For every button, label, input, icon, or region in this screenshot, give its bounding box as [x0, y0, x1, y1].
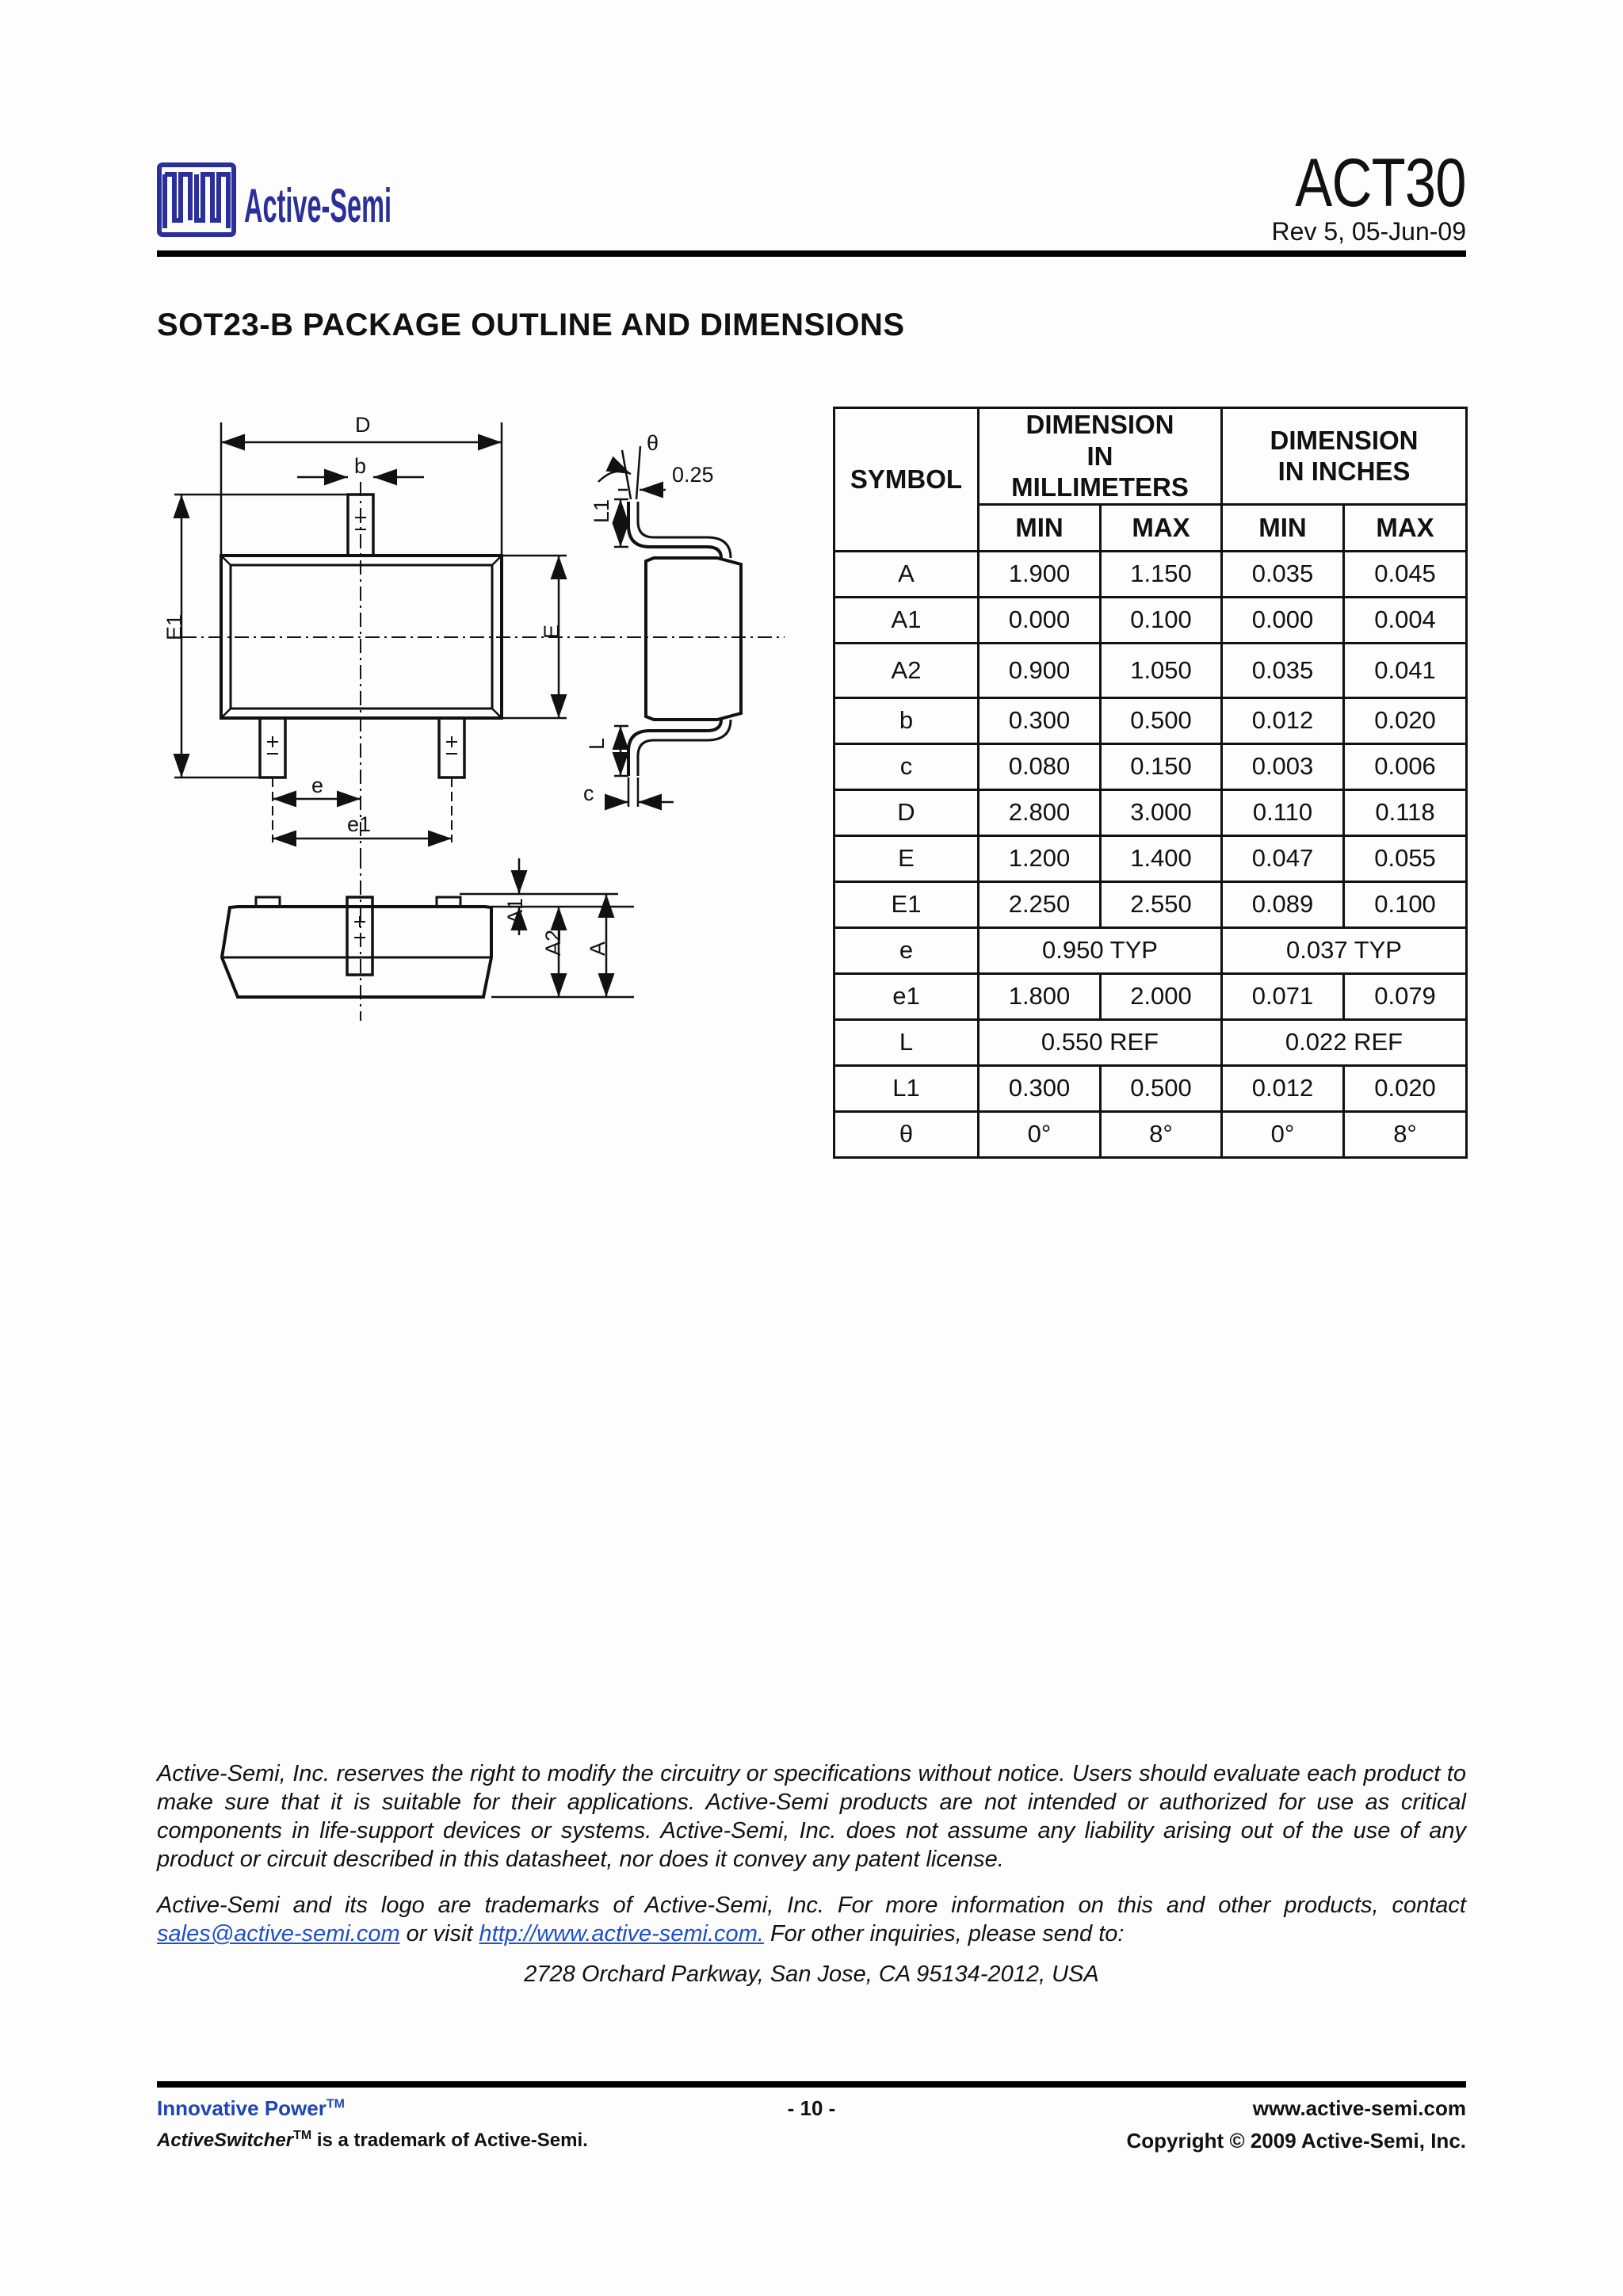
- side-body: [646, 558, 741, 720]
- label-theta: θ: [647, 431, 659, 455]
- cell-symbol: D: [834, 789, 979, 835]
- cell-symbol: e1: [834, 973, 979, 1019]
- cell-in-max: 0.004: [1344, 597, 1467, 643]
- contact-paragraph: [157, 1891, 1466, 1948]
- contact-text: Active-Semi and its logo are trademarks of Active-Semi, Inc. For more information on this and other products, contact: [157, 1893, 1466, 1918]
- header-millimeters: DIMENSION IN MILLIMETERS: [979, 408, 1222, 505]
- table-row: [834, 743, 1467, 789]
- label-b: b: [354, 454, 367, 478]
- cell-symbol: E: [834, 835, 979, 881]
- footer-trademark: [157, 2129, 588, 2152]
- contact-text-2: or visit: [399, 1921, 479, 1946]
- part-number: ACT30: [1295, 145, 1466, 221]
- lead-bottom-right: [439, 718, 464, 777]
- cell-symbol: c: [834, 743, 979, 789]
- cell-in-min: 0°: [1222, 1111, 1344, 1157]
- cell-in-min: 0.012: [1222, 697, 1344, 743]
- side-lead: [628, 502, 721, 558]
- cell-mm-min: 0.080: [979, 743, 1101, 789]
- table-row: [834, 881, 1467, 927]
- footer-divider: [157, 2081, 1466, 2088]
- table-row: [834, 1111, 1467, 1157]
- label-E: E: [540, 624, 563, 639]
- footer-brand-text: Innovative Power: [157, 2096, 327, 2120]
- cell-in-min: 0.000: [1222, 597, 1344, 643]
- cell-mm-max: 3.000: [1101, 789, 1222, 835]
- cell-mm-min: 0.900: [979, 643, 1101, 697]
- cell-mm-min: 0.000: [979, 597, 1101, 643]
- cell-mm-max: 1.050: [1101, 643, 1222, 697]
- trademark-text: is a trademark of Active-Semi.: [311, 2130, 588, 2151]
- revision-label: Rev 5, 05-Jun-09: [1271, 217, 1466, 246]
- footer-copyright: Copyright © 2009 Active-Semi, Inc.: [1126, 2129, 1466, 2153]
- footer-website: www.active-semi.com: [1252, 2096, 1466, 2120]
- cell-mm-max: 0.150: [1101, 743, 1222, 789]
- table-row: [834, 835, 1467, 881]
- cell-in-max: 0.020: [1344, 1065, 1467, 1111]
- label-E1: E1: [162, 613, 186, 640]
- cell-mm-max: 0.100: [1101, 597, 1222, 643]
- header-mm-max: MAX: [1101, 504, 1222, 551]
- front-body: [222, 907, 491, 997]
- cell-in-min: 0.003: [1222, 743, 1344, 789]
- cell-mm-min: 1.900: [979, 551, 1101, 597]
- header-in-min: MIN: [1222, 504, 1344, 551]
- label-e1: e1: [347, 812, 372, 836]
- cell-symbol: e: [834, 927, 979, 973]
- cell-mm-max: 1.400: [1101, 835, 1222, 881]
- header-divider: [157, 250, 1466, 257]
- cell-in-min: 0.012: [1222, 1065, 1344, 1111]
- cell-symbol: b: [834, 697, 979, 743]
- contact-text-3: For other inquiries, please send to:: [763, 1921, 1125, 1946]
- website-link[interactable]: http://www.active-semi.com.: [479, 1921, 764, 1946]
- cell-in-span: 0.022 REF: [1222, 1019, 1467, 1065]
- cell-in-min: 0.035: [1222, 643, 1344, 697]
- lead-bottom-left: [260, 718, 285, 777]
- cell-in-max: 0.079: [1344, 973, 1467, 1019]
- table-row: [834, 973, 1467, 1019]
- table-row: [834, 643, 1467, 697]
- label-A1: A1: [503, 897, 527, 924]
- label-A: A: [586, 941, 609, 956]
- cell-symbol: L1: [834, 1065, 979, 1111]
- active-semi-logo: [157, 157, 395, 243]
- cell-in-max: 8°: [1344, 1111, 1467, 1157]
- cell-symbol: A2: [834, 643, 979, 697]
- label-L: L: [585, 737, 609, 750]
- tm-mark: TM: [326, 2097, 345, 2111]
- email-link[interactable]: sales@active-semi.com: [157, 1921, 400, 1946]
- label-0-25: 0.25: [672, 463, 714, 487]
- cell-in-min: 0.047: [1222, 835, 1344, 881]
- cell-in-max: 0.100: [1344, 881, 1467, 927]
- cell-in-min: 0.110: [1222, 789, 1344, 835]
- cell-mm-span: 0.950 TYP: [979, 927, 1222, 973]
- cell-in-max: 0.055: [1344, 835, 1467, 881]
- cell-in-min: 0.035: [1222, 551, 1344, 597]
- header-symbol: SYMBOL: [834, 408, 979, 552]
- cell-symbol: L: [834, 1019, 979, 1065]
- header-in-max: MAX: [1344, 504, 1467, 551]
- package-outline-drawing: [143, 411, 808, 1045]
- header-mm-min: MIN: [979, 504, 1101, 551]
- label-c: c: [583, 781, 594, 805]
- dimensions-table: [833, 407, 1468, 1159]
- switcher-name: ActiveSwitcher: [157, 2130, 294, 2151]
- cell-mm-min: 0.300: [979, 697, 1101, 743]
- table-row: [834, 1065, 1467, 1111]
- header-inches: DIMENSION IN INCHES: [1222, 408, 1467, 505]
- tm-mark: TM: [293, 2129, 312, 2142]
- label-A2: A2: [541, 929, 565, 956]
- cell-mm-max: 2.550: [1101, 881, 1222, 927]
- table-row: [834, 551, 1467, 597]
- table-row: [834, 1019, 1467, 1065]
- cell-mm-min: 1.800: [979, 973, 1101, 1019]
- cell-in-min: 0.071: [1222, 973, 1344, 1019]
- svg-text:Active-Semi: Active-Semi: [244, 179, 391, 232]
- cell-in-max: 0.041: [1344, 643, 1467, 697]
- cell-mm-max: 8°: [1101, 1111, 1222, 1157]
- section-title: SOT23-B PACKAGE OUTLINE AND DIMENSIONS: [157, 308, 905, 342]
- label-D: D: [355, 413, 371, 437]
- cell-symbol: θ: [834, 1111, 979, 1157]
- cell-mm-min: 0.300: [979, 1065, 1101, 1111]
- cell-mm-min: 2.800: [979, 789, 1101, 835]
- cell-symbol: A1: [834, 597, 979, 643]
- table-row: [834, 927, 1467, 973]
- cell-mm-min: 1.200: [979, 835, 1101, 881]
- cell-in-max: 0.006: [1344, 743, 1467, 789]
- cell-mm-max: 1.150: [1101, 551, 1222, 597]
- page-number: - 10 -: [787, 2096, 836, 2120]
- cell-symbol: A: [834, 551, 979, 597]
- cell-symbol: E1: [834, 881, 979, 927]
- postal-address: 2728 Orchard Parkway, San Jose, CA 95134-2012, USA: [524, 1962, 1099, 1987]
- cell-in-max: 0.045: [1344, 551, 1467, 597]
- table-row: [834, 597, 1467, 643]
- cell-in-min: 0.089: [1222, 881, 1344, 927]
- cell-in-max: 0.118: [1344, 789, 1467, 835]
- table-row: [834, 697, 1467, 743]
- label-e: e: [311, 774, 324, 797]
- cell-mm-span: 0.550 REF: [979, 1019, 1222, 1065]
- cell-in-max: 0.020: [1344, 697, 1467, 743]
- cell-mm-max: 0.500: [1101, 1065, 1222, 1111]
- cell-mm-max: 2.000: [1101, 973, 1222, 1019]
- disclaimer-paragraph: Active-Semi, Inc. reserves the right to modify the circuitry or specifications without notice. Users should evaluate each product to make sure that it is suitable for their applications. Active-Semi products are not intended or authorized for use as critical components in life-support devices or systems. Active-Semi, Inc. does not assume any liability arising out of the use of any product or circuit described in this datasheet, nor does it convey any patent license.: [157, 1761, 1466, 1872]
- table-row: [834, 789, 1467, 835]
- cell-mm-max: 0.500: [1101, 697, 1222, 743]
- cell-in-span: 0.037 TYP: [1222, 927, 1467, 973]
- cell-mm-min: 0°: [979, 1111, 1101, 1157]
- cell-mm-min: 2.250: [979, 881, 1101, 927]
- label-L1: L1: [590, 499, 613, 523]
